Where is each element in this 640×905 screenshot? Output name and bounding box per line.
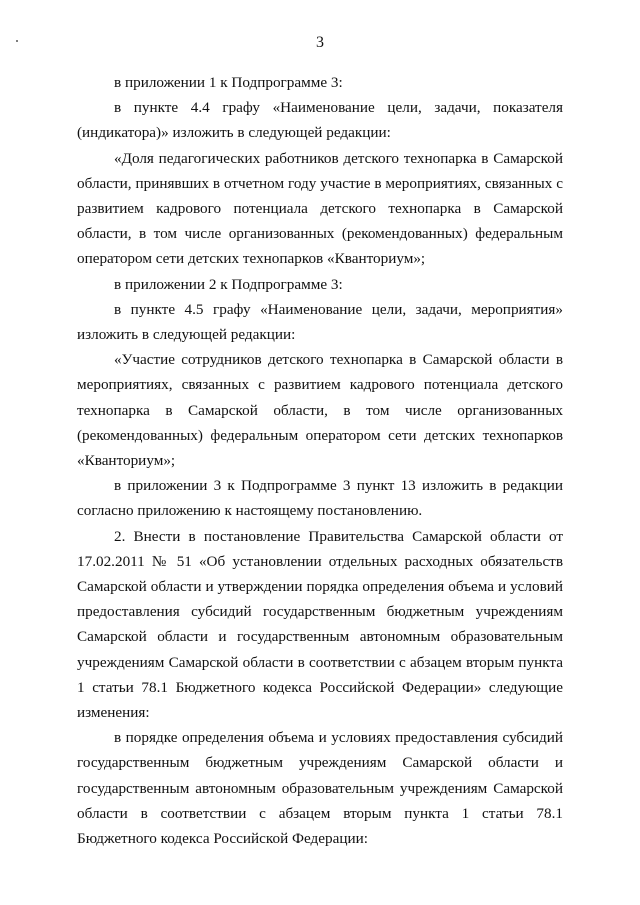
paragraph-annex-2: в приложении 2 к Подпрограмме 3: [114,275,343,293]
paragraph-point-4-5: в пункте 4.5 графу «Наименование цели, задачи, мероприятия» изложить в следующей редакции: [77,300,563,344]
paragraph-teacher-share: «Доля педагогических работников детского технопарка в Самарской области, принявших в отчетном году участие в мероприятиях, связанных с развитием кадрового потенциала детского технопарка в Самарской области, в том числе организованных (рекомендованных) федеральным оператором сети детских технопарков «Кванториум»; [77,149,563,268]
paragraph-annex-1: в приложении 1 к Подпрограмме 3: [114,74,343,91]
paragraph-amend-resolution: 2. Внести в постановление Правительства Самарской области от 17.02.2011 № 51 «Об установлении отдельных расходных обязательств Самарской области и утверждении порядка определения объема и условий предоставления субсидий государственным бюджетным учреждениям Самарской области и государственным автономным образовательным учреждениям Самарской области в соответствии с абзацем вторым пункта 1 статьи 78.1 Бюджетного кодекса Российской Федерации» следующие изменения: [77,527,563,722]
page-number: 3 [316,34,324,51]
paragraph-annex-3: в приложении 3 к Подпрограмме 3 пункт 13 изложить в редакции согласно приложению к настоящему постановлению. [77,477,563,520]
paragraph-point-4-4: в пункте 4.4 графу «Наименование цели, задачи, показателя (индикатора)» изложить в следующей редакции: [77,99,563,142]
document-body [77,70,563,851]
paragraph-staff-participation: «Участие сотрудников детского технопарка в Самарской области в мероприятиях, связанных с развитием кадрового потенциала детского технопарка в Самарской области, в том числе организованных (рекомендованных) федеральным оператором сети детских технопарков «Кванториум»; [77,351,563,470]
paragraph-subsidy-procedure: в порядке определения объема и условиях предоставления субсидий государственным бюджетным учреждениям Самарской области и государственным автономным образовательным учреждениям Самарской области в соответствии с абзацем вторым пункта 1 статьи 78.1 Бюджетного кодекса Российской Федерации: [77,729,563,848]
